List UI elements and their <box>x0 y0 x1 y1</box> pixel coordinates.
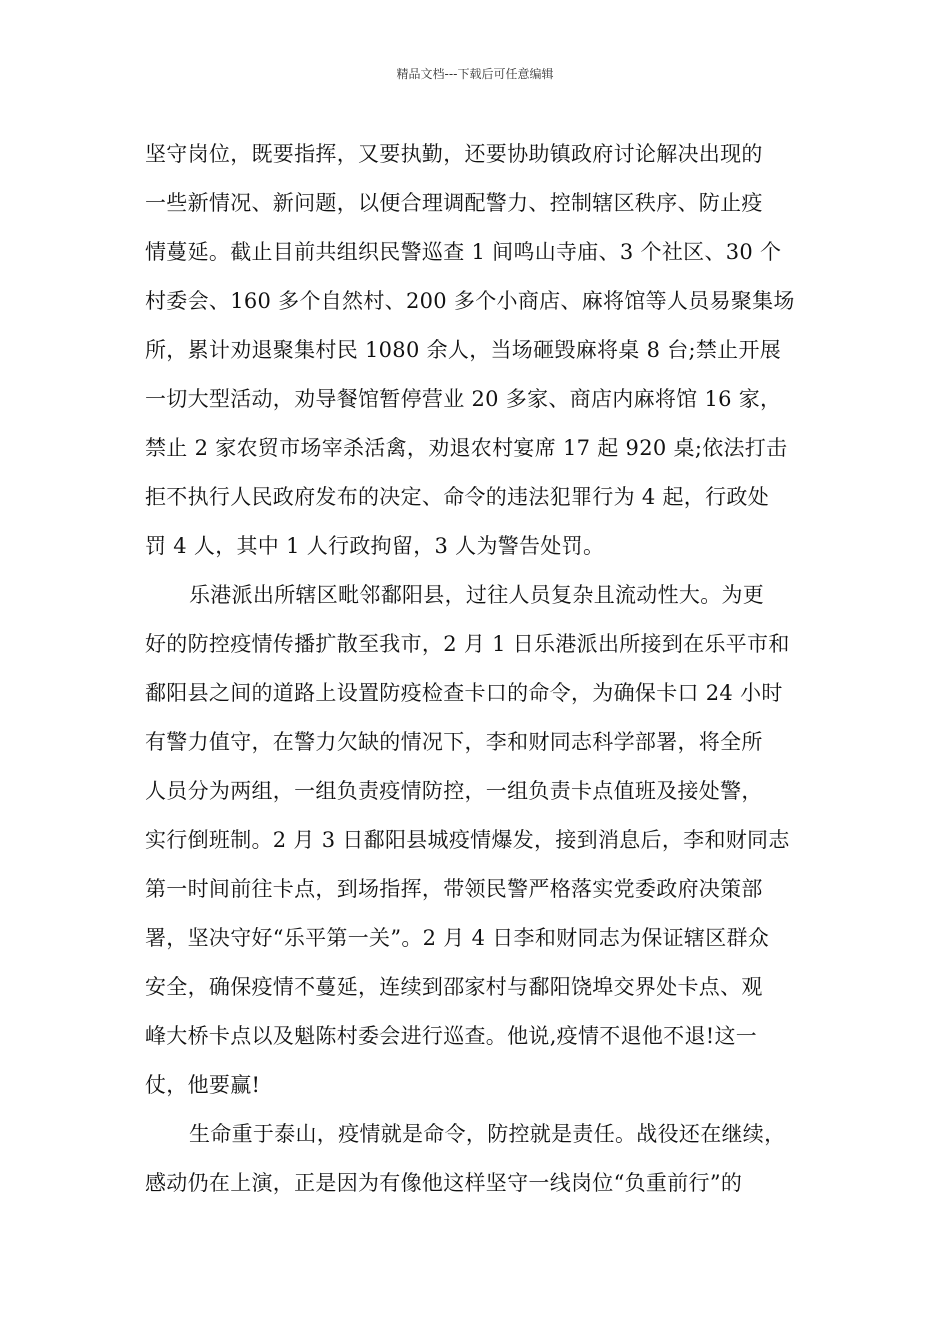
text-line: 实行倒班制。2 月 3 日鄱阳县城疫情爆发，接到消息后，李和财同志 <box>145 828 790 852</box>
text-line: 感动仍在上演，正是因为有像他这样坚守一线岗位“负重前行”的 <box>145 1171 743 1195</box>
text-line: 峰大桥卡点以及魁陈村委会进行巡查。他说,疫情不退他不退!这一 <box>145 1024 758 1048</box>
text-line: 所，累计劝退聚集村民 1080 余人，当场砸毁麻将桌 8 台;禁止开展 <box>145 338 782 362</box>
text-line: 罚 4 人，其中 1 人行政拘留，3 人为警告处罚。 <box>145 534 605 558</box>
paragraph-first-line: 生命重于泰山，疫情就是命令，防控就是责任。战役还在继续， <box>189 1122 786 1146</box>
text-line: 鄱阳县之间的道路上设置防疫检查卡口的命令，为确保卡口 24 小时 <box>145 681 783 705</box>
text-line: 一些新情况、新问题，以便合理调配警力、控制辖区秩序、防止疫 <box>145 191 763 215</box>
document-body <box>145 130 825 1208</box>
text-line: 拒不执行人民政府发布的决定、命令的违法犯罪行为 4 起，行政处 <box>145 485 770 509</box>
text-line: 有警力值守，在警力欠缺的情况下，李和财同志科学部署，将全所 <box>145 730 763 754</box>
text-line: 禁止 2 家农贸市场宰杀活禽，劝退农村宴席 17 起 920 桌;依法打击 <box>145 436 788 460</box>
text-line: 仗，他要赢! <box>145 1073 261 1097</box>
page-header: 精品文档---下载后可任意编辑 <box>396 67 554 81</box>
text-line: 人员分为两组，一组负责疫情防控，一组负责卡点值班及接处警， <box>145 779 763 803</box>
text-line: 坚守岗位，既要指挥，又要执勤，还要协助镇政府讨论解决出现的 <box>145 142 763 166</box>
text-line: 好的防控疫情传播扩散至我市，2 月 1 日乐港派出所接到在乐平市和 <box>145 632 790 656</box>
text-line: 村委会、160 多个自然村、200 多个小商店、麻将馆等人员易聚集场 <box>145 289 795 313</box>
text-line: 第一时间前往卡点，到场指挥，带领民警严格落实党委政府决策部 <box>145 877 763 901</box>
text-line: 署，坚决守好“乐平第一关”。2 月 4 日李和财同志为保证辖区群众 <box>145 926 770 950</box>
text-line: 一切大型活动，劝导餐馆暂停营业 20 多家、商店内麻将馆 16 家， <box>145 387 782 411</box>
text-line: 安全，确保疫情不蔓延，连续到邵家村与鄱阳饶埠交界处卡点、观 <box>145 975 763 999</box>
text-line: 情蔓延。截止目前共组织民警巡查 1 间鸣山寺庙、3 个社区、30 个 <box>145 240 782 264</box>
paragraph-first-line: 乐港派出所辖区毗邻鄱阳县，过往人员复杂且流动性大。为更 <box>189 583 765 607</box>
